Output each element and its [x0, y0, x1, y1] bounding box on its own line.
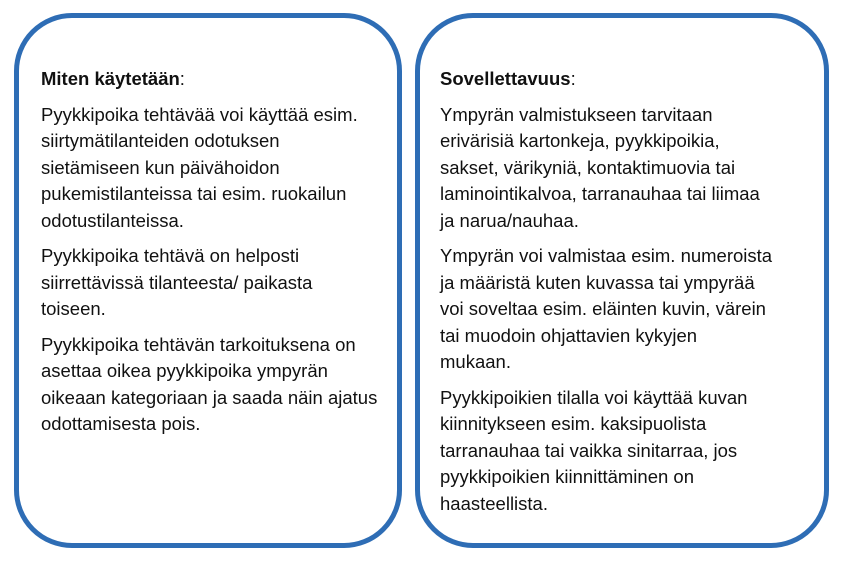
applicability-paragraph-2: [440, 243, 816, 376]
text-line: odotustilanteissa.: [41, 209, 184, 231]
usage-panel-content: [41, 66, 397, 447]
applicability-paragraph-3: [440, 385, 816, 518]
text-line: Pyykkipoikien tilalla voi käyttää kuvan: [440, 386, 748, 408]
text-line: sietämiseen kun päivähoidon: [41, 156, 280, 178]
usage-paragraph-2: [41, 243, 397, 323]
text-line: sakset, värikyniä, kontaktimuovia tai: [440, 156, 736, 178]
text-line: haasteellista.: [440, 492, 548, 514]
text-line: laminointikalvoa, tarranauhaa tai liimaa: [440, 183, 760, 204]
text-line: kiinnitykseen esim. kaksipuolista: [440, 413, 707, 434]
usage-heading-title: Miten käytetään: [41, 68, 180, 89]
text-line: mukaan.: [440, 351, 511, 372]
usage-paragraph-3: [41, 332, 397, 438]
applicability-panel: [415, 13, 829, 548]
usage-panel: [14, 13, 402, 548]
text-line: voi soveltaa esim. eläinten kuvin, värein: [440, 298, 766, 319]
text-line: ja narua/nauhaa.: [440, 209, 579, 231]
text-line: siirtymätilanteiden odotuksen: [41, 130, 280, 151]
text-line: siirrettävissä tilanteesta/ paikasta: [41, 271, 313, 293]
usage-heading-colon: :: [179, 68, 185, 89]
applicability-heading: [440, 66, 816, 93]
applicability-heading-colon: :: [570, 68, 576, 89]
text-line: Ympyrän voi valmistaa esim. numeroista: [440, 245, 773, 266]
text-line: pyykkipoikien kiinnittäminen on: [440, 466, 694, 487]
text-line: odottamisesta pois.: [41, 413, 201, 434]
text-line: Pyykkipoika tehtävää voi käyttää esim.: [41, 103, 358, 125]
usage-paragraph-1: [41, 102, 397, 235]
text-line: tarranauhaa tai vaikka sinitarraa, jos: [440, 439, 738, 461]
text-line: asettaa oikea pyykkipoika ympyrän: [41, 360, 328, 381]
text-line: Pyykkipoika tehtävän tarkoituksena on: [41, 333, 356, 355]
text-line: erivärisiä kartonkeja, pyykkipoikia,: [440, 130, 720, 151]
applicability-paragraph-1: [440, 102, 816, 235]
text-line: toiseen.: [41, 298, 106, 319]
text-line: ja määristä kuten kuvassa tai ympyrää: [440, 271, 755, 293]
text-line: Pyykkipoika tehtävä on helposti: [41, 245, 300, 266]
applicability-panel-content: [440, 66, 816, 526]
applicability-heading-title: Sovellettavuus: [440, 68, 571, 89]
text-line: oikeaan kategoriaan ja saada näin ajatus: [41, 386, 378, 408]
text-line: tai muodoin ohjattavien kykyjen: [440, 324, 698, 346]
text-line: pukemistilanteissa tai esim. ruokailun: [41, 183, 347, 204]
usage-heading: [41, 66, 397, 93]
text-line: Ympyrän valmistukseen tarvitaan: [440, 103, 713, 125]
